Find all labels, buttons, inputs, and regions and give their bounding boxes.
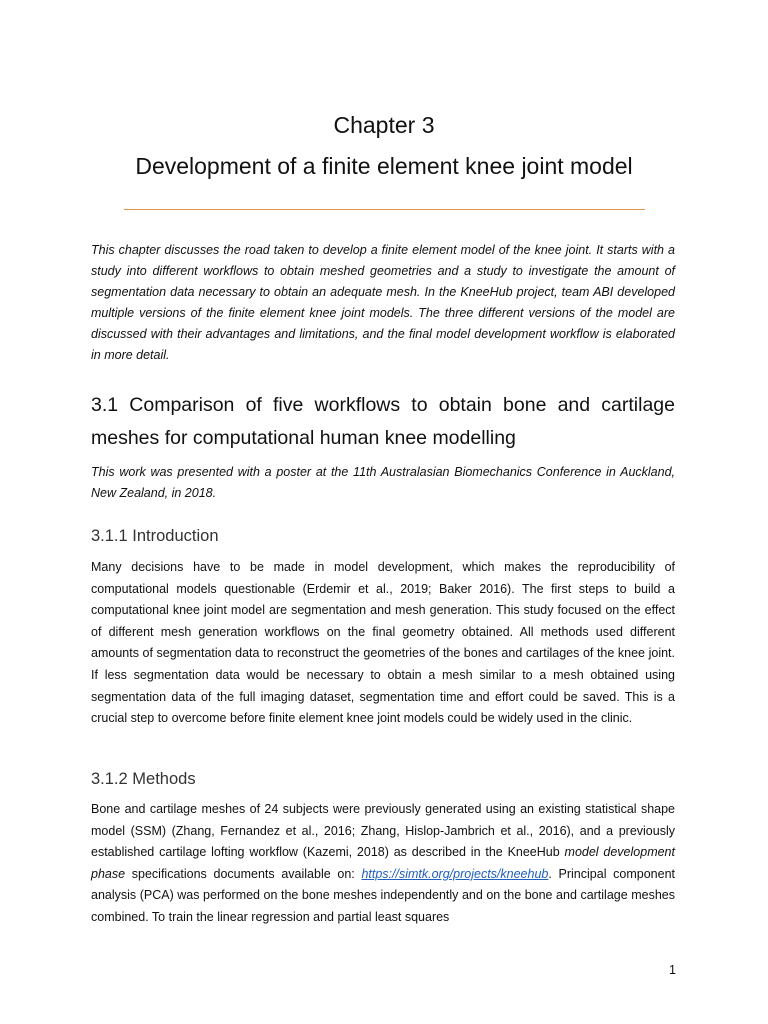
methods-text-part3: . Principal component analysis (PCA) was performed on the bone meshes independently and on the bone and cartilage meshes combined. To train the linear regression and partial least squares — [91, 866, 676, 924]
methods-text-part2: specifications documents available on: — [125, 866, 362, 881]
methods-paragraph — [91, 799, 675, 929]
page-number: 1 — [669, 963, 676, 977]
methods-text-italic: model development phase — [91, 845, 675, 881]
section-3-1-2-heading: 3.1.2 Methods — [91, 770, 196, 788]
chapter-abstract: This chapter discusses the road taken to develop a finite element model of the knee joint. It starts with a study into different workflows to obtain meshed geometries and a study to investigate the amount of segmentation data necessary to obtain an adequate mesh. In the KneeHub project, team ABI developed multiple versions of the finite element knee joint models. The three different versions of the model are discussed with their advantages and limitations, and the final model development workflow is elaborated in more detail. — [91, 243, 675, 362]
chapter-label: Chapter 3 — [333, 112, 435, 138]
title-divider — [124, 209, 645, 210]
kneehub-link[interactable]: https://simtk.org/projects/kneehub — [361, 866, 549, 881]
section-3-1-1-heading: 3.1.1 Introduction — [91, 527, 219, 545]
section-3-1-heading: 3.1 Comparison of five workflows to obtain bone and cartilage meshes for computational human knee modelling — [91, 394, 675, 449]
section-3-1-note: This work was presented with a poster at the 11th Australasian Biomechanics Conference in Auckland, New Zealand, in 2018. — [91, 465, 675, 500]
methods-text-part1: Bone and cartilage meshes of 24 subjects were previously generated using an existing statistical shape model (SSM) (Zhang, Fernandez et al., 2016; Zhang, Hislop-Jambrich et al., 2016), and a previously established cartilage lofting workflow (Kazemi, 2018) as described in the KneeHub — [91, 802, 675, 860]
introduction-paragraph: Many decisions have to be made in model development, which makes the reproducibility of computational models questionable (Erdemir et al., 2019; Baker 2016). The first steps to build a computational knee joint model are segmentation and mesh generation. This study focused on the effect of different mesh generation workflows on the final geometry obtained. All methods used different amounts of segmentation data to reconstruct the geometries of the bones and cartilages of the knee joint. If less segmentation data would be necessary to obtain a mesh similar to a mesh obtained using segmentation data of the full imaging dataset, segmentation time and effort could be saved. This is a crucial step to overcome before finite element knee joint models could be widely used in the clinic. — [91, 560, 675, 726]
chapter-title: Development of a finite element knee joint model — [135, 153, 633, 179]
